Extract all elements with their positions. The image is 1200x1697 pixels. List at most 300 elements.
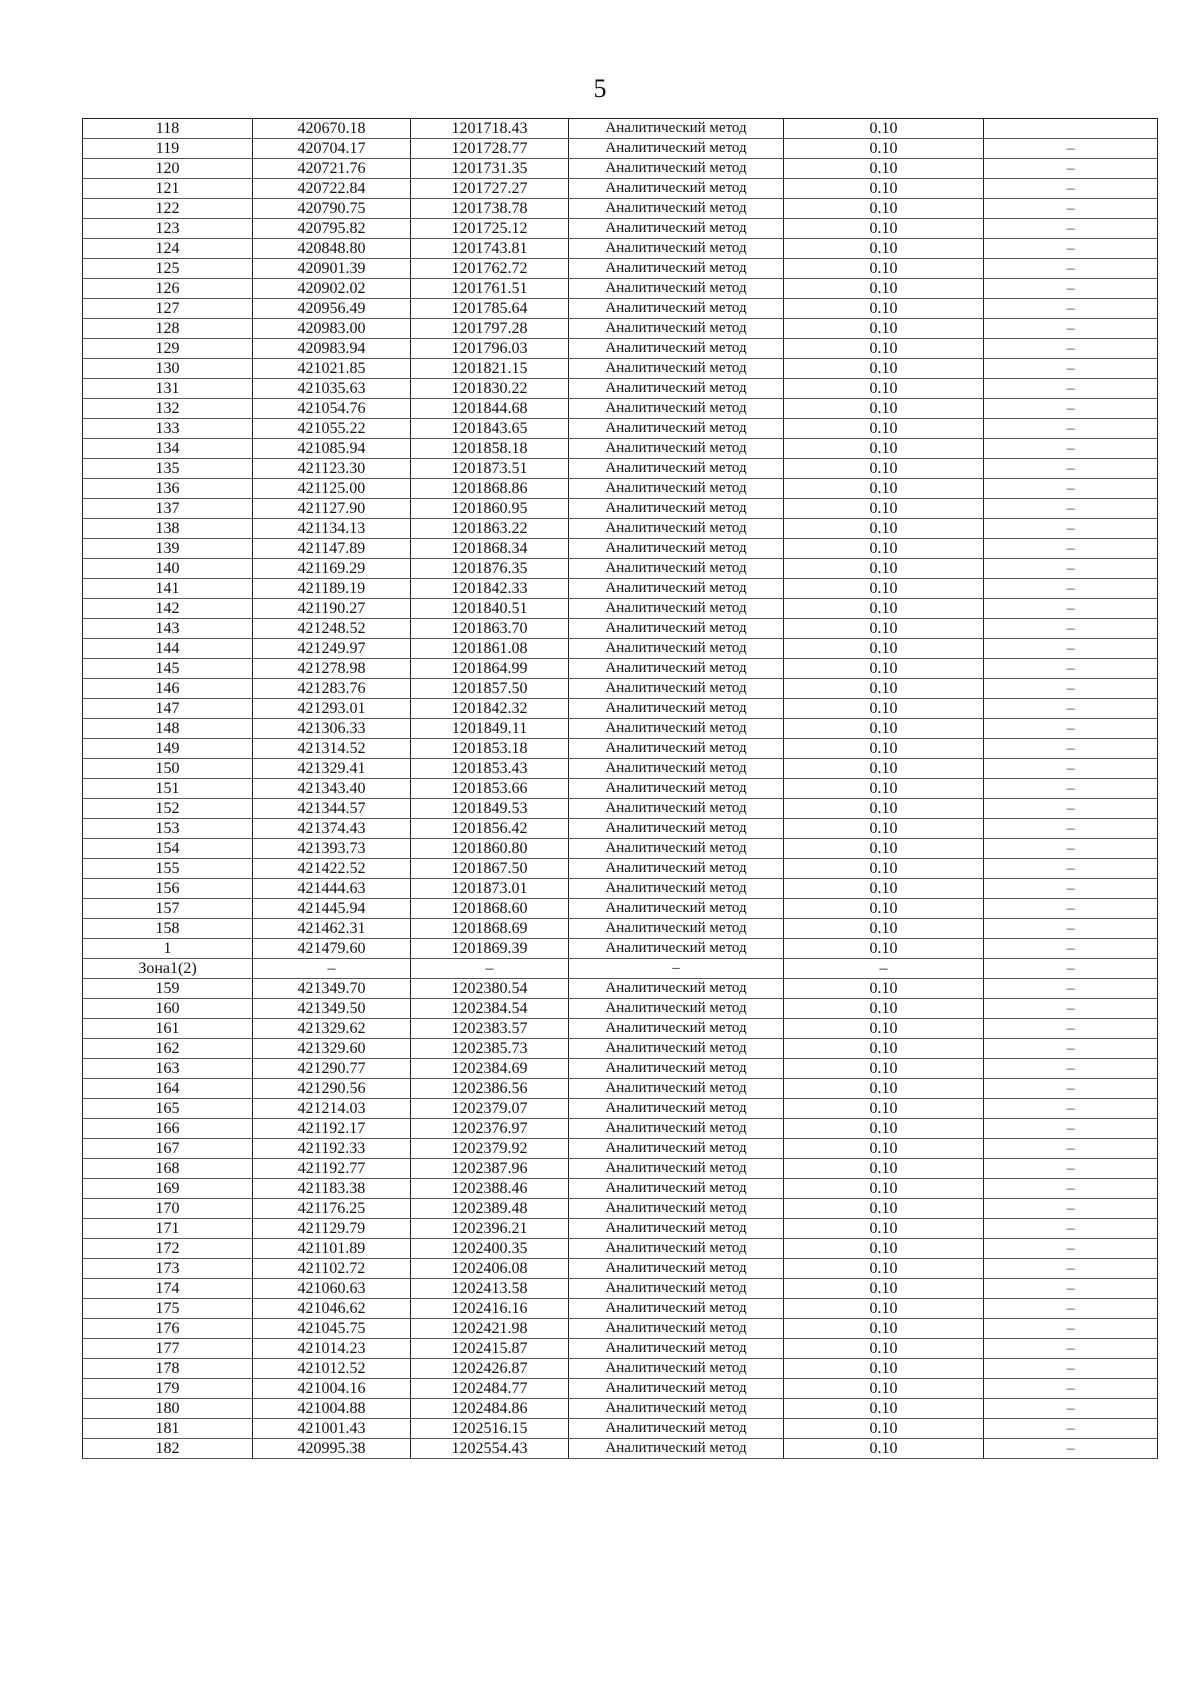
- table-row: [83, 119, 1158, 139]
- method-cell: Аналитический метод: [569, 379, 784, 399]
- method-cell: Аналитический метод: [569, 1379, 784, 1399]
- y-coordinate-cell: 1202386.56: [411, 1079, 569, 1099]
- x-coordinate-cell: 421054.76: [253, 399, 411, 419]
- y-coordinate-cell: 1202484.77: [411, 1379, 569, 1399]
- x-coordinate-cell: 421329.62: [253, 1019, 411, 1039]
- y-coordinate-cell: 1201842.32: [411, 699, 569, 719]
- x-coordinate-cell: 421293.01: [253, 699, 411, 719]
- y-coordinate-cell: 1201761.51: [411, 279, 569, 299]
- note-cell: –: [984, 519, 1158, 539]
- y-coordinate-cell: 1201821.15: [411, 359, 569, 379]
- table-row: [83, 619, 1158, 639]
- table-row: [83, 499, 1158, 519]
- coordinates-table: [82, 118, 1158, 1459]
- note-cell: –: [984, 239, 1158, 259]
- x-coordinate-cell: 421127.90: [253, 499, 411, 519]
- x-coordinate-cell: 421189.19: [253, 579, 411, 599]
- accuracy-cell: 0.10: [784, 119, 984, 139]
- method-cell: Аналитический метод: [569, 939, 784, 959]
- method-cell: Аналитический метод: [569, 119, 784, 139]
- x-coordinate-cell: 421349.50: [253, 999, 411, 1019]
- accuracy-cell: 0.10: [784, 179, 984, 199]
- accuracy-cell: 0.10: [784, 919, 984, 939]
- accuracy-cell: 0.10: [784, 1359, 984, 1379]
- x-coordinate-cell: 421045.75: [253, 1319, 411, 1339]
- accuracy-cell: 0.10: [784, 1279, 984, 1299]
- x-coordinate-cell: 421329.41: [253, 759, 411, 779]
- table-row: [83, 819, 1158, 839]
- note-cell: –: [984, 759, 1158, 779]
- y-coordinate-cell: 1202516.15: [411, 1419, 569, 1439]
- point-number-cell: 174: [83, 1279, 253, 1299]
- table-row: [83, 999, 1158, 1019]
- coordinates-table-body: [83, 119, 1158, 1459]
- x-coordinate-cell: 421290.56: [253, 1079, 411, 1099]
- x-coordinate-cell: 421192.17: [253, 1119, 411, 1139]
- x-coordinate-cell: 421445.94: [253, 899, 411, 919]
- point-number-cell: 121: [83, 179, 253, 199]
- x-coordinate-cell: 421393.73: [253, 839, 411, 859]
- note-cell: –: [984, 1359, 1158, 1379]
- x-coordinate-cell: 420790.75: [253, 199, 411, 219]
- x-coordinate-cell: 420983.00: [253, 319, 411, 339]
- table-row: [83, 539, 1158, 559]
- x-coordinate-cell: 421314.52: [253, 739, 411, 759]
- table-row: [83, 879, 1158, 899]
- accuracy-cell: 0.10: [784, 339, 984, 359]
- method-cell: Аналитический метод: [569, 239, 784, 259]
- method-cell: Аналитический метод: [569, 1319, 784, 1339]
- note-cell: –: [984, 679, 1158, 699]
- note-cell: –: [984, 1239, 1158, 1259]
- y-coordinate-cell: 1202389.48: [411, 1199, 569, 1219]
- point-number-cell: 126: [83, 279, 253, 299]
- page-number: 5: [593, 74, 607, 103]
- point-number-cell: 146: [83, 679, 253, 699]
- method-cell: Аналитический метод: [569, 1439, 784, 1459]
- accuracy-cell: 0.10: [784, 199, 984, 219]
- note-cell: –: [984, 439, 1158, 459]
- y-coordinate-cell: 1201728.77: [411, 139, 569, 159]
- point-number-cell: 152: [83, 799, 253, 819]
- point-number-cell: 170: [83, 1199, 253, 1219]
- note-cell: –: [984, 699, 1158, 719]
- y-coordinate-cell: 1201849.11: [411, 719, 569, 739]
- point-number-cell: 160: [83, 999, 253, 1019]
- y-coordinate-cell: 1201843.65: [411, 419, 569, 439]
- point-number-cell: 145: [83, 659, 253, 679]
- point-number-cell: 177: [83, 1339, 253, 1359]
- y-coordinate-cell: 1202396.21: [411, 1219, 569, 1239]
- table-row: [83, 199, 1158, 219]
- table-row: [83, 399, 1158, 419]
- accuracy-cell: 0.10: [784, 159, 984, 179]
- note-cell: –: [984, 1019, 1158, 1039]
- x-coordinate-cell: 421290.77: [253, 1059, 411, 1079]
- y-coordinate-cell: 1201873.51: [411, 459, 569, 479]
- x-coordinate-cell: 421169.29: [253, 559, 411, 579]
- point-number-cell: 176: [83, 1319, 253, 1339]
- accuracy-cell: 0.10: [784, 1379, 984, 1399]
- accuracy-cell: 0.10: [784, 1399, 984, 1419]
- method-cell: Аналитический метод: [569, 859, 784, 879]
- accuracy-cell: 0.10: [784, 319, 984, 339]
- table-row: [83, 859, 1158, 879]
- x-coordinate-cell: –: [253, 959, 411, 979]
- accuracy-cell: 0.10: [784, 759, 984, 779]
- accuracy-cell: 0.10: [784, 1179, 984, 1199]
- note-cell: –: [984, 1439, 1158, 1459]
- table-row: [83, 1019, 1158, 1039]
- table-row: [83, 559, 1158, 579]
- x-coordinate-cell: 421001.43: [253, 1419, 411, 1439]
- y-coordinate-cell: –: [411, 959, 569, 979]
- accuracy-cell: 0.10: [784, 419, 984, 439]
- note-cell: –: [984, 139, 1158, 159]
- accuracy-cell: 0.10: [784, 519, 984, 539]
- y-coordinate-cell: 1201785.64: [411, 299, 569, 319]
- x-coordinate-cell: 421248.52: [253, 619, 411, 639]
- table-row: [83, 599, 1158, 619]
- note-cell: –: [984, 639, 1158, 659]
- method-cell: Аналитический метод: [569, 359, 784, 379]
- table-row: [83, 359, 1158, 379]
- method-cell: Аналитический метод: [569, 199, 784, 219]
- note-cell: –: [984, 319, 1158, 339]
- note-cell: –: [984, 1059, 1158, 1079]
- y-coordinate-cell: 1202387.96: [411, 1159, 569, 1179]
- x-coordinate-cell: 421012.52: [253, 1359, 411, 1379]
- table-row: [83, 839, 1158, 859]
- x-coordinate-cell: 421055.22: [253, 419, 411, 439]
- x-coordinate-cell: 421060.63: [253, 1279, 411, 1299]
- x-coordinate-cell: 420983.94: [253, 339, 411, 359]
- method-cell: Аналитический метод: [569, 519, 784, 539]
- y-coordinate-cell: 1201853.18: [411, 739, 569, 759]
- note-cell: –: [984, 539, 1158, 559]
- note-cell: –: [984, 939, 1158, 959]
- table-row: [83, 1239, 1158, 1259]
- x-coordinate-cell: 421343.40: [253, 779, 411, 799]
- accuracy-cell: 0.10: [784, 1079, 984, 1099]
- point-number-cell: 162: [83, 1039, 253, 1059]
- accuracy-cell: 0.10: [784, 699, 984, 719]
- x-coordinate-cell: 421479.60: [253, 939, 411, 959]
- table-row: [83, 899, 1158, 919]
- note-cell: –: [984, 979, 1158, 999]
- table-row: [83, 1039, 1158, 1059]
- x-coordinate-cell: 420670.18: [253, 119, 411, 139]
- x-coordinate-cell: 421214.03: [253, 1099, 411, 1119]
- point-number-cell: 119: [83, 139, 253, 159]
- y-coordinate-cell: 1202385.73: [411, 1039, 569, 1059]
- method-cell: Аналитический метод: [569, 1359, 784, 1379]
- x-coordinate-cell: 421021.85: [253, 359, 411, 379]
- note-cell: –: [984, 719, 1158, 739]
- note-cell: –: [984, 1259, 1158, 1279]
- accuracy-cell: 0.10: [784, 1299, 984, 1319]
- y-coordinate-cell: 1201857.50: [411, 679, 569, 699]
- y-coordinate-cell: 1201731.35: [411, 159, 569, 179]
- method-cell: Аналитический метод: [569, 1059, 784, 1079]
- method-cell: Аналитический метод: [569, 1259, 784, 1279]
- point-number-cell: 181: [83, 1419, 253, 1439]
- point-number-cell: 168: [83, 1159, 253, 1179]
- x-coordinate-cell: 420722.84: [253, 179, 411, 199]
- y-coordinate-cell: 1202416.16: [411, 1299, 569, 1319]
- point-number-cell: 118: [83, 119, 253, 139]
- accuracy-cell: –: [784, 959, 984, 979]
- note-cell: –: [984, 1379, 1158, 1399]
- method-cell: Аналитический метод: [569, 319, 784, 339]
- accuracy-cell: 0.10: [784, 839, 984, 859]
- point-number-cell: 1: [83, 939, 253, 959]
- x-coordinate-cell: 420795.82: [253, 219, 411, 239]
- point-number-cell: 127: [83, 299, 253, 319]
- y-coordinate-cell: 1201844.68: [411, 399, 569, 419]
- method-cell: Аналитический метод: [569, 919, 784, 939]
- table-row: [83, 1299, 1158, 1319]
- note-cell: –: [984, 1159, 1158, 1179]
- table-row: [83, 779, 1158, 799]
- note-cell: –: [984, 1219, 1158, 1239]
- accuracy-cell: 0.10: [784, 1119, 984, 1139]
- x-coordinate-cell: 420901.39: [253, 259, 411, 279]
- table-row: [83, 339, 1158, 359]
- note-cell: –: [984, 879, 1158, 899]
- y-coordinate-cell: 1201860.80: [411, 839, 569, 859]
- point-number-cell: Зона1(2): [83, 959, 253, 979]
- point-number-cell: 139: [83, 539, 253, 559]
- point-number-cell: 148: [83, 719, 253, 739]
- y-coordinate-cell: 1201849.53: [411, 799, 569, 819]
- accuracy-cell: 0.10: [784, 399, 984, 419]
- table-row: [83, 1359, 1158, 1379]
- y-coordinate-cell: 1201796.03: [411, 339, 569, 359]
- table-row: [83, 1179, 1158, 1199]
- table-row: [83, 959, 1158, 979]
- x-coordinate-cell: 421046.62: [253, 1299, 411, 1319]
- note-cell: –: [984, 479, 1158, 499]
- y-coordinate-cell: 1201861.08: [411, 639, 569, 659]
- point-number-cell: 164: [83, 1079, 253, 1099]
- accuracy-cell: 0.10: [784, 499, 984, 519]
- method-cell: Аналитический метод: [569, 619, 784, 639]
- note-cell: –: [984, 1119, 1158, 1139]
- accuracy-cell: 0.10: [784, 379, 984, 399]
- y-coordinate-cell: 1201868.60: [411, 899, 569, 919]
- point-number-cell: 130: [83, 359, 253, 379]
- y-coordinate-cell: 1202421.98: [411, 1319, 569, 1339]
- table-row: [83, 1419, 1158, 1439]
- accuracy-cell: 0.10: [784, 239, 984, 259]
- point-number-cell: 179: [83, 1379, 253, 1399]
- point-number-cell: 158: [83, 919, 253, 939]
- point-number-cell: 138: [83, 519, 253, 539]
- table-row: [83, 699, 1158, 719]
- table-row: [83, 1079, 1158, 1099]
- y-coordinate-cell: 1201873.01: [411, 879, 569, 899]
- accuracy-cell: 0.10: [784, 459, 984, 479]
- method-cell: Аналитический метод: [569, 219, 784, 239]
- method-cell: Аналитический метод: [569, 999, 784, 1019]
- table-row: [83, 659, 1158, 679]
- note-cell: –: [984, 839, 1158, 859]
- table-row: [83, 919, 1158, 939]
- x-coordinate-cell: 421004.88: [253, 1399, 411, 1419]
- note-cell: –: [984, 499, 1158, 519]
- y-coordinate-cell: 1202484.86: [411, 1399, 569, 1419]
- accuracy-cell: 0.10: [784, 1039, 984, 1059]
- accuracy-cell: 0.10: [784, 619, 984, 639]
- method-cell: Аналитический метод: [569, 819, 784, 839]
- method-cell: Аналитический метод: [569, 1239, 784, 1259]
- method-cell: Аналитический метод: [569, 699, 784, 719]
- method-cell: Аналитический метод: [569, 1199, 784, 1219]
- point-number-cell: 150: [83, 759, 253, 779]
- accuracy-cell: 0.10: [784, 599, 984, 619]
- method-cell: Аналитический метод: [569, 899, 784, 919]
- point-number-cell: 175: [83, 1299, 253, 1319]
- method-cell: Аналитический метод: [569, 839, 784, 859]
- table-row: [83, 139, 1158, 159]
- method-cell: Аналитический метод: [569, 1099, 784, 1119]
- point-number-cell: 131: [83, 379, 253, 399]
- point-number-cell: 155: [83, 859, 253, 879]
- point-number-cell: 159: [83, 979, 253, 999]
- y-coordinate-cell: 1201797.28: [411, 319, 569, 339]
- method-cell: Аналитический метод: [569, 1139, 784, 1159]
- point-number-cell: 141: [83, 579, 253, 599]
- table-row: [83, 719, 1158, 739]
- method-cell: Аналитический метод: [569, 759, 784, 779]
- point-number-cell: 137: [83, 499, 253, 519]
- note-cell: –: [984, 1399, 1158, 1419]
- note-cell: –: [984, 339, 1158, 359]
- y-coordinate-cell: 1201762.72: [411, 259, 569, 279]
- point-number-cell: 163: [83, 1059, 253, 1079]
- y-coordinate-cell: 1201863.22: [411, 519, 569, 539]
- method-cell: Аналитический метод: [569, 399, 784, 419]
- note-cell: –: [984, 1339, 1158, 1359]
- y-coordinate-cell: 1201863.70: [411, 619, 569, 639]
- x-coordinate-cell: 421462.31: [253, 919, 411, 939]
- table-row: [83, 1379, 1158, 1399]
- accuracy-cell: 0.10: [784, 1439, 984, 1459]
- point-number-cell: 135: [83, 459, 253, 479]
- table-row: [83, 319, 1158, 339]
- note-cell: –: [984, 799, 1158, 819]
- method-cell: Аналитический метод: [569, 659, 784, 679]
- y-coordinate-cell: 1201868.34: [411, 539, 569, 559]
- point-number-cell: 172: [83, 1239, 253, 1259]
- method-cell: Аналитический метод: [569, 739, 784, 759]
- x-coordinate-cell: 421014.23: [253, 1339, 411, 1359]
- method-cell: Аналитический метод: [569, 339, 784, 359]
- table-row: [83, 519, 1158, 539]
- note-cell: –: [984, 859, 1158, 879]
- method-cell: Аналитический метод: [569, 979, 784, 999]
- point-number-cell: 151: [83, 779, 253, 799]
- point-number-cell: 124: [83, 239, 253, 259]
- point-number-cell: 133: [83, 419, 253, 439]
- table-row: [83, 1059, 1158, 1079]
- accuracy-cell: 0.10: [784, 479, 984, 499]
- accuracy-cell: 0.10: [784, 439, 984, 459]
- note-cell: –: [984, 619, 1158, 639]
- x-coordinate-cell: 420995.38: [253, 1439, 411, 1459]
- point-number-cell: 154: [83, 839, 253, 859]
- x-coordinate-cell: 421329.60: [253, 1039, 411, 1059]
- method-cell: Аналитический метод: [569, 1119, 784, 1139]
- accuracy-cell: 0.10: [784, 279, 984, 299]
- accuracy-cell: 0.10: [784, 679, 984, 699]
- method-cell: Аналитический метод: [569, 299, 784, 319]
- y-coordinate-cell: 1201840.51: [411, 599, 569, 619]
- y-coordinate-cell: 1202554.43: [411, 1439, 569, 1459]
- note-cell: –: [984, 1299, 1158, 1319]
- method-cell: Аналитический метод: [569, 1039, 784, 1059]
- point-number-cell: 171: [83, 1219, 253, 1239]
- x-coordinate-cell: 421085.94: [253, 439, 411, 459]
- table-row: [83, 1319, 1158, 1339]
- table-row: [83, 1279, 1158, 1299]
- accuracy-cell: 0.10: [784, 1219, 984, 1239]
- point-number-cell: 157: [83, 899, 253, 919]
- point-number-cell: 132: [83, 399, 253, 419]
- x-coordinate-cell: 421134.13: [253, 519, 411, 539]
- accuracy-cell: 0.10: [784, 1159, 984, 1179]
- x-coordinate-cell: 421283.76: [253, 679, 411, 699]
- method-cell: Аналитический метод: [569, 1339, 784, 1359]
- point-number-cell: 123: [83, 219, 253, 239]
- note-cell: –: [984, 459, 1158, 479]
- method-cell: Аналитический метод: [569, 779, 784, 799]
- point-number-cell: 147: [83, 699, 253, 719]
- y-coordinate-cell: 1201853.43: [411, 759, 569, 779]
- note-cell: –: [984, 899, 1158, 919]
- x-coordinate-cell: 421444.63: [253, 879, 411, 899]
- method-cell: Аналитический метод: [569, 1159, 784, 1179]
- table-row: [83, 1099, 1158, 1119]
- method-cell: Аналитический метод: [569, 559, 784, 579]
- table-row: [83, 159, 1158, 179]
- point-number-cell: 149: [83, 739, 253, 759]
- point-number-cell: 167: [83, 1139, 253, 1159]
- x-coordinate-cell: 421192.33: [253, 1139, 411, 1159]
- point-number-cell: 142: [83, 599, 253, 619]
- table-row: [83, 799, 1158, 819]
- method-cell: Аналитический метод: [569, 259, 784, 279]
- table-row: [83, 639, 1158, 659]
- table-row: [83, 939, 1158, 959]
- method-cell: Аналитический метод: [569, 499, 784, 519]
- y-coordinate-cell: 1201853.66: [411, 779, 569, 799]
- method-cell: Аналитический метод: [569, 1279, 784, 1299]
- note-cell: –: [984, 1079, 1158, 1099]
- note-cell: –: [984, 179, 1158, 199]
- note-cell: –: [984, 399, 1158, 419]
- accuracy-cell: 0.10: [784, 1319, 984, 1339]
- method-cell: Аналитический метод: [569, 419, 784, 439]
- accuracy-cell: 0.10: [784, 259, 984, 279]
- accuracy-cell: 0.10: [784, 739, 984, 759]
- method-cell: Аналитический метод: [569, 639, 784, 659]
- table-row: [83, 279, 1158, 299]
- accuracy-cell: 0.10: [784, 1139, 984, 1159]
- note-cell: –: [984, 379, 1158, 399]
- note-cell: –: [984, 259, 1158, 279]
